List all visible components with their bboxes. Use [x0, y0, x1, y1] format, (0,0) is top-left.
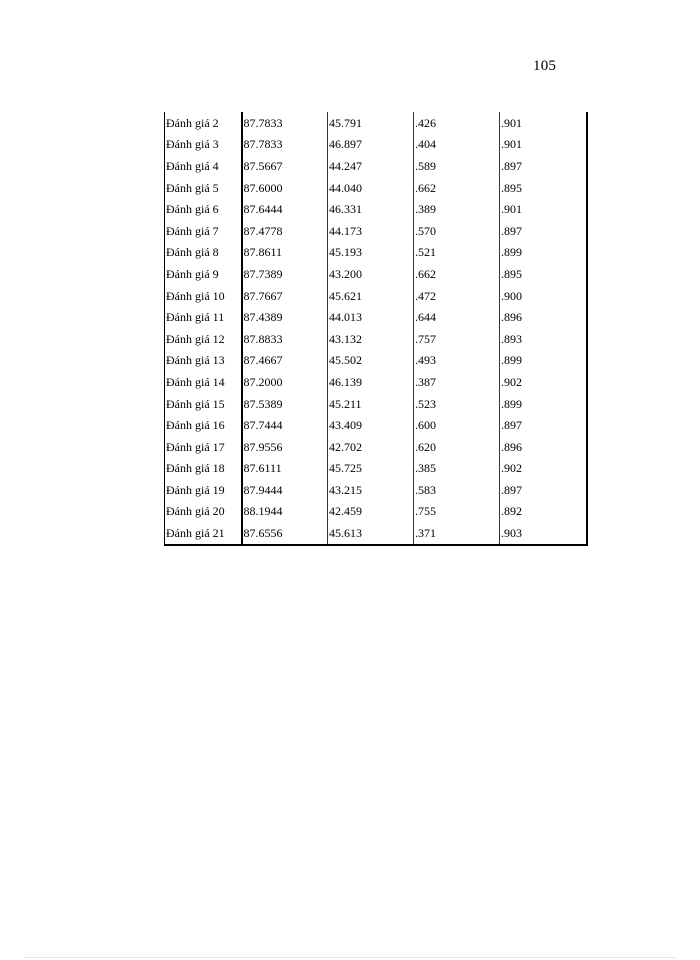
- scale-mean-cell: 87.5667: [242, 155, 328, 177]
- item-total-correlation-cell: .389: [414, 198, 500, 220]
- alpha-if-deleted-cell: .901: [500, 134, 587, 156]
- item-total-correlation-cell: .493: [414, 350, 500, 372]
- table-row: [165, 177, 587, 199]
- row-label: Đánh giá 21: [165, 522, 242, 545]
- scale-mean-cell: 87.4389: [242, 306, 328, 328]
- scale-mean-cell: 87.9556: [242, 436, 328, 458]
- row-label: Đánh giá 8: [165, 242, 242, 264]
- row-label: Đánh giá 15: [165, 393, 242, 415]
- item-total-correlation-cell: .371: [414, 522, 500, 545]
- table-row: [165, 414, 587, 436]
- alpha-if-deleted-cell: .897: [500, 479, 587, 501]
- table-row: [165, 328, 587, 350]
- scale-mean-cell: 87.8833: [242, 328, 328, 350]
- scale-mean-cell: 87.7833: [242, 134, 328, 156]
- item-total-correlation-cell: .426: [414, 112, 500, 134]
- table-row: [165, 155, 587, 177]
- scale-mean-cell: 87.7389: [242, 263, 328, 285]
- table-row: [165, 134, 587, 156]
- item-total-correlation-cell: .472: [414, 285, 500, 307]
- row-label: Đánh giá 17: [165, 436, 242, 458]
- scale-mean-cell: 87.2000: [242, 371, 328, 393]
- scale-mean-cell: 87.7833: [242, 112, 328, 134]
- item-total-correlation-cell: .757: [414, 328, 500, 350]
- row-label: Đánh giá 14: [165, 371, 242, 393]
- scale-variance-cell: 46.139: [328, 371, 414, 393]
- scale-mean-cell: 87.8611: [242, 242, 328, 264]
- alpha-if-deleted-cell: .897: [500, 155, 587, 177]
- alpha-if-deleted-cell: .902: [500, 458, 587, 480]
- row-label: Đánh giá 18: [165, 458, 242, 480]
- alpha-if-deleted-cell: .901: [500, 198, 587, 220]
- row-label: Đánh giá 12: [165, 328, 242, 350]
- item-total-correlation-cell: .385: [414, 458, 500, 480]
- row-label: Đánh giá 16: [165, 414, 242, 436]
- table-row: [165, 285, 587, 307]
- row-label: Đánh giá 19: [165, 479, 242, 501]
- table-row: [165, 263, 587, 285]
- row-label: Đánh giá 20: [165, 501, 242, 523]
- alpha-if-deleted-cell: .901: [500, 112, 587, 134]
- scale-variance-cell: 44.247: [328, 155, 414, 177]
- scale-variance-cell: 46.897: [328, 134, 414, 156]
- table-row: [165, 522, 587, 545]
- table-row: [165, 436, 587, 458]
- row-label: Đánh giá 3: [165, 134, 242, 156]
- alpha-if-deleted-cell: .896: [500, 306, 587, 328]
- row-label: Đánh giá 10: [165, 285, 242, 307]
- item-total-correlation-cell: .570: [414, 220, 500, 242]
- alpha-if-deleted-cell: .899: [500, 350, 587, 372]
- item-total-correlation-cell: .589: [414, 155, 500, 177]
- table-row: [165, 242, 587, 264]
- scale-variance-cell: 46.331: [328, 198, 414, 220]
- item-total-correlation-cell: .662: [414, 177, 500, 199]
- statistics-table: [164, 112, 588, 546]
- table-row: [165, 371, 587, 393]
- row-label: Đánh giá 13: [165, 350, 242, 372]
- scale-variance-cell: 43.200: [328, 263, 414, 285]
- scale-variance-cell: 45.621: [328, 285, 414, 307]
- scale-mean-cell: 87.6000: [242, 177, 328, 199]
- alpha-if-deleted-cell: .895: [500, 263, 587, 285]
- row-label: Đánh giá 4: [165, 155, 242, 177]
- alpha-if-deleted-cell: .892: [500, 501, 587, 523]
- scale-variance-cell: 42.702: [328, 436, 414, 458]
- scale-variance-cell: 45.502: [328, 350, 414, 372]
- alpha-if-deleted-cell: .903: [500, 522, 587, 545]
- item-total-statistics-table: [164, 112, 586, 546]
- scale-variance-cell: 43.409: [328, 414, 414, 436]
- scale-mean-cell: 87.6444: [242, 198, 328, 220]
- row-label: Đánh giá 5: [165, 177, 242, 199]
- scale-mean-cell: 88.1944: [242, 501, 328, 523]
- item-total-correlation-cell: .387: [414, 371, 500, 393]
- scale-variance-cell: 45.725: [328, 458, 414, 480]
- table-row: [165, 306, 587, 328]
- item-total-correlation-cell: .755: [414, 501, 500, 523]
- page-number: 105: [533, 58, 557, 74]
- row-label: Đánh giá 11: [165, 306, 242, 328]
- scale-mean-cell: 87.4667: [242, 350, 328, 372]
- scale-variance-cell: 45.193: [328, 242, 414, 264]
- alpha-if-deleted-cell: .899: [500, 393, 587, 415]
- alpha-if-deleted-cell: .896: [500, 436, 587, 458]
- scale-mean-cell: 87.6556: [242, 522, 328, 545]
- scale-variance-cell: 45.211: [328, 393, 414, 415]
- alpha-if-deleted-cell: .899: [500, 242, 587, 264]
- scale-mean-cell: 87.7667: [242, 285, 328, 307]
- table-row: [165, 458, 587, 480]
- scale-variance-cell: 44.040: [328, 177, 414, 199]
- scale-variance-cell: 42.459: [328, 501, 414, 523]
- row-label: Đánh giá 7: [165, 220, 242, 242]
- scale-variance-cell: 44.173: [328, 220, 414, 242]
- alpha-if-deleted-cell: .897: [500, 220, 587, 242]
- table-row: [165, 350, 587, 372]
- scale-variance-cell: 44.013: [328, 306, 414, 328]
- scale-mean-cell: 87.5389: [242, 393, 328, 415]
- table-body: [165, 112, 587, 545]
- table-row: [165, 501, 587, 523]
- table-row: [165, 198, 587, 220]
- table-row: [165, 220, 587, 242]
- item-total-correlation-cell: .600: [414, 414, 500, 436]
- row-label: Đánh giá 6: [165, 198, 242, 220]
- item-total-correlation-cell: .521: [414, 242, 500, 264]
- scale-mean-cell: 87.7444: [242, 414, 328, 436]
- scale-variance-cell: 45.613: [328, 522, 414, 545]
- table-row: [165, 479, 587, 501]
- scale-mean-cell: 87.6111: [242, 458, 328, 480]
- row-label: Đánh giá 9: [165, 263, 242, 285]
- item-total-correlation-cell: .662: [414, 263, 500, 285]
- row-label: Đánh giá 2: [165, 112, 242, 134]
- scale-variance-cell: 43.215: [328, 479, 414, 501]
- scale-mean-cell: 87.4778: [242, 220, 328, 242]
- table-row: [165, 112, 587, 134]
- item-total-correlation-cell: .583: [414, 479, 500, 501]
- item-total-correlation-cell: .620: [414, 436, 500, 458]
- alpha-if-deleted-cell: .900: [500, 285, 587, 307]
- alpha-if-deleted-cell: .895: [500, 177, 587, 199]
- table-row: [165, 393, 587, 415]
- scale-mean-cell: 87.9444: [242, 479, 328, 501]
- scale-variance-cell: 43.132: [328, 328, 414, 350]
- alpha-if-deleted-cell: .897: [500, 414, 587, 436]
- page-bottom-rule: [24, 957, 676, 958]
- scale-variance-cell: 45.791: [328, 112, 414, 134]
- item-total-correlation-cell: .523: [414, 393, 500, 415]
- item-total-correlation-cell: .644: [414, 306, 500, 328]
- alpha-if-deleted-cell: .893: [500, 328, 587, 350]
- alpha-if-deleted-cell: .902: [500, 371, 587, 393]
- item-total-correlation-cell: .404: [414, 134, 500, 156]
